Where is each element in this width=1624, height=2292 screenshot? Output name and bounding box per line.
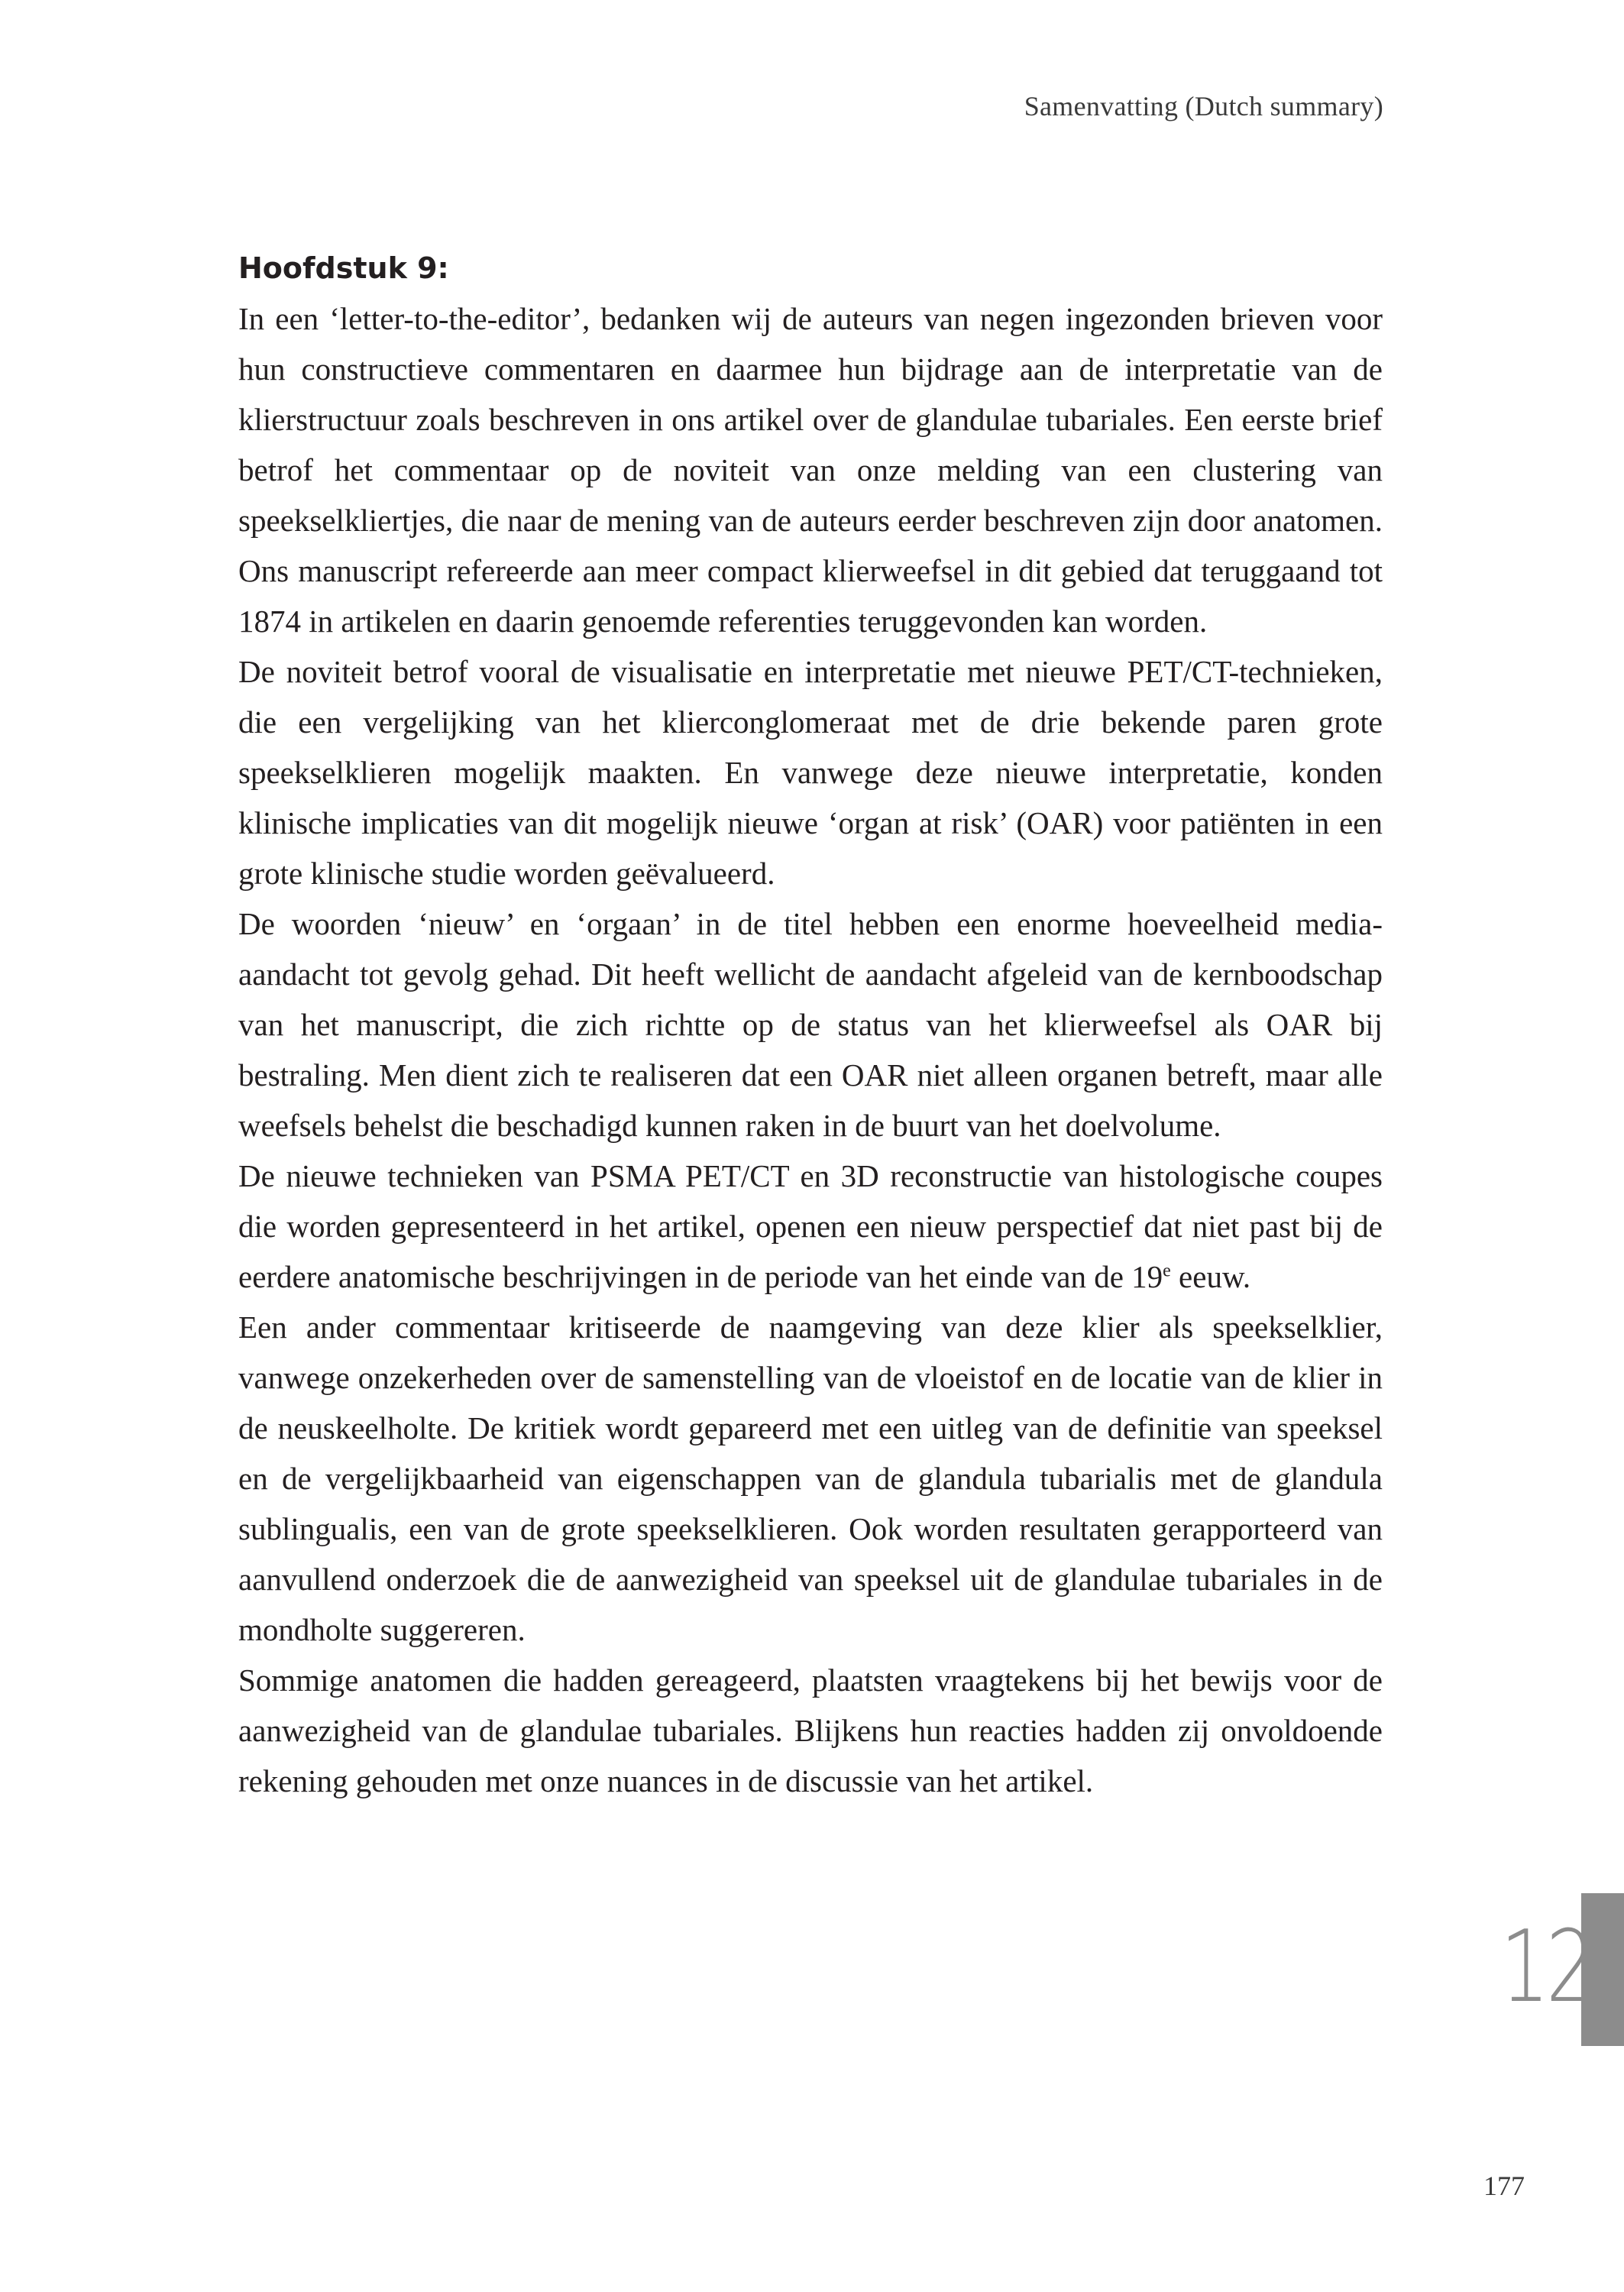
paragraph-3: De woorden ‘nieuw’ en ‘orgaan’ in de titel hebben een enorme hoeveelheid media-aandacht tot gevolg gehad. Dit heeft wellicht de aandacht afgeleid van de kernboodschap van het manuscript, die zich richtte op de status van het klierweefsel als OAR bij bestraling. Men dient zich te realiseren dat een OAR niet alleen organen betreft, maar alle weefsels behelst die beschadigd kunnen raken in de buurt van het doelvolume.	[238, 906, 1383, 1143]
paragraph-4-text: De nieuwe technieken van PSMA PET/CT en 3D reconstructie van histologische coupes die worden gepresenteerd in het artikel, openen een nieuw perspectief dat niet past bij de eerdere anatomische beschrijvingen in de periode van het einde van de 19	[238, 1158, 1383, 1294]
paragraph-1: In een ‘letter-to-the-editor’, bedanken wij de auteurs van negen ingezonden brieven voor hun constructieve commentaren en daarmee hun bijdrage aan de interpretatie van de klierstructuur zoals beschreven in ons artikel over de glandulae tubariales. Een eerste brief betrof het commentaar op de noviteit van onze melding van een clustering van speekselkliertjes, die naar de mening van de auteurs eerder beschreven zijn door anatomen. Ons manuscript refereerde aan meer compact klierweefsel in dit gebied dat teruggaand tot 1874 in artikelen en daarin genoemde referenties teruggevonden kan worden.	[238, 301, 1383, 639]
paragraph-5: Een ander commentaar kritiseerde de naamgeving van deze klier als speekselklier, vanwege onzekerheden over de samenstelling van de vloeistof en de locatie van de klier in de neuskeelholte. De kritiek wordt gepareerd met een uitleg van de definitie van speeksel en de vergelijkbaarheid van eigenschappen van de glandula tubarialis met de glandula sublingualis, een van de grote speekselklieren. Ook worden resultaten gerapporteerd van aanvullend onderzoek die de aanwezigheid van speeksel uit de glandulae tubariales in de mondholte suggereren.	[238, 1309, 1383, 1647]
chapter-number: 12	[1500, 1908, 1592, 2025]
section-heading: Hoofdstuk 9:	[238, 251, 449, 285]
paragraph-2: De noviteit betrof vooral de visualisatie en interpretatie met nieuwe PET/CT-technieken, die een vergelijking van het klierconglomeraat met de drie bekende paren grote speekselklieren mogelijk maakten. En vanwege deze nieuwe interpretatie, konden klinische implicaties van dit mogelijk nieuwe ‘organ at risk’ (OAR) voor patiënten in een grote klinische studie worden geëvalueerd.	[238, 654, 1383, 891]
paragraph-6: Sommige anatomen die hadden gereageerd, plaatsten vraagtekens bij het bewijs voor de aanwezigheid van de glandulae tubariales. Blijkens hun reacties hadden zij onvoldoende rekening gehouden met onze nuances in de discussie van het artikel.	[238, 1662, 1383, 1798]
paragraph-4-tail: eeuw.	[1170, 1259, 1251, 1294]
superscript-e: e	[1163, 1261, 1171, 1281]
running-header: Samenvatting (Dutch summary)	[1024, 91, 1383, 121]
paragraph-4	[238, 1151, 1383, 1302]
page-number: 177	[1483, 2171, 1525, 2201]
chapter-section	[238, 243, 1383, 1806]
